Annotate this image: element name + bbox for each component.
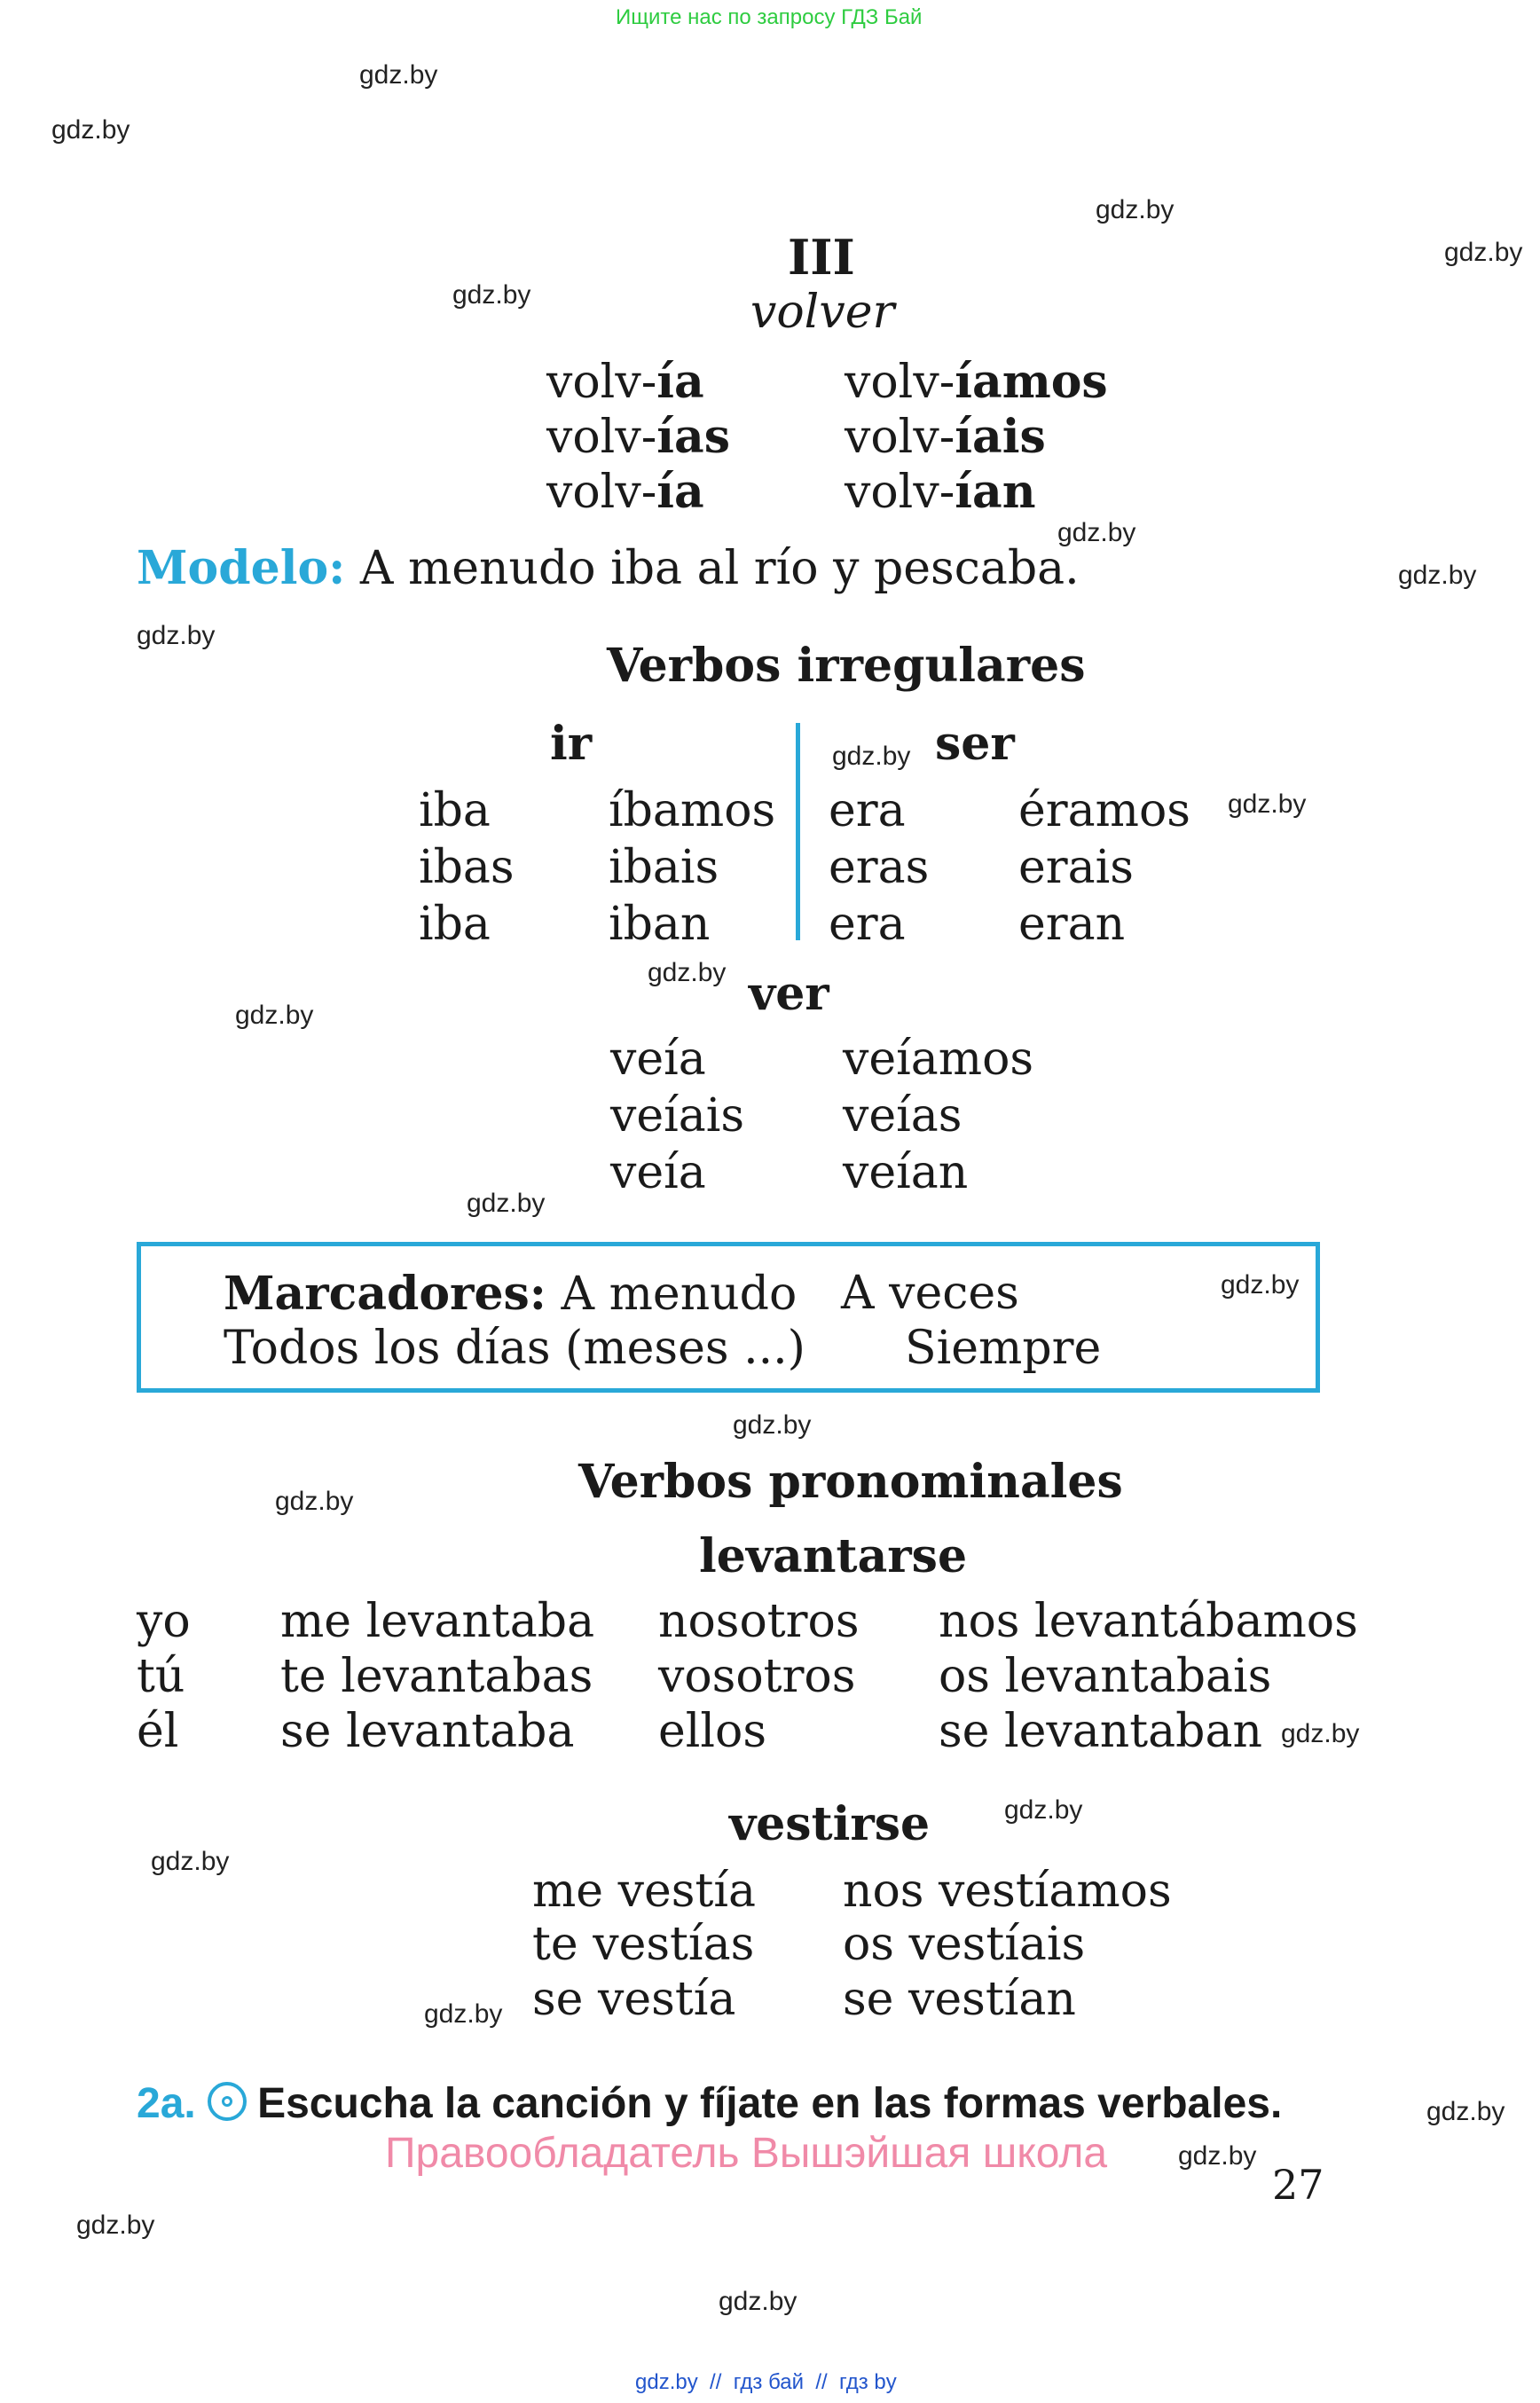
section-title: Verbos irregulares bbox=[607, 639, 1086, 693]
conjugation-form: volv-ía bbox=[546, 465, 704, 519]
watermark: gdz.by bbox=[137, 621, 216, 650]
watermark: gdz.by bbox=[467, 1189, 546, 1218]
conjugation-form: veía bbox=[610, 1146, 706, 1199]
watermark: gdz.by bbox=[1178, 2141, 1257, 2171]
conjugation-form: ibais bbox=[609, 841, 719, 894]
conjugation-form: me vestía bbox=[532, 1865, 756, 1918]
verb-heading-vestirse: vestirse bbox=[729, 1797, 931, 1851]
conjugation-form: íbamos bbox=[609, 784, 776, 837]
watermark: gdz.by bbox=[1004, 1795, 1083, 1825]
marcador-item: Todos los días (meses ...) bbox=[224, 1322, 805, 1375]
conjugation-form: os levantabais bbox=[939, 1650, 1272, 1703]
watermark: gdz.by bbox=[719, 2287, 798, 2316]
conjugation-form: os vestíais bbox=[843, 1918, 1086, 1971]
conjugation-form: erais bbox=[1018, 841, 1134, 894]
verb-heading-ir: ir bbox=[550, 717, 593, 771]
conjugation-form: veíamos bbox=[843, 1033, 1034, 1086]
conjugation-form: nos vestíamos bbox=[843, 1865, 1172, 1918]
cd-audio-icon[interactable] bbox=[208, 2082, 247, 2121]
watermark: gdz.by bbox=[1057, 518, 1136, 547]
conjugation-form: iban bbox=[609, 898, 711, 951]
verb-infinitive: volver bbox=[750, 286, 895, 339]
conjugation-form: veía bbox=[610, 1033, 706, 1086]
conjugation-form: veíais bbox=[610, 1089, 745, 1143]
pronoun: yo bbox=[137, 1595, 191, 1648]
conjugation-form: volv-ías bbox=[546, 410, 730, 464]
conjugation-group-number: III bbox=[788, 229, 855, 286]
conjugation-form: se vestían bbox=[843, 1973, 1076, 2026]
watermark: gdz.by bbox=[1221, 1270, 1300, 1300]
conjugation-form: iba bbox=[419, 898, 491, 951]
conjugation-form: volv-íamos bbox=[845, 355, 1108, 409]
watermark: gdz.by bbox=[235, 1001, 314, 1030]
watermark: gdz.by bbox=[452, 280, 531, 310]
pronoun: tú bbox=[137, 1650, 185, 1703]
exercise-number: 2a. bbox=[137, 2080, 196, 2127]
marcadores-line: Marcadores: A menudo bbox=[224, 1267, 798, 1321]
watermark: gdz.by bbox=[1228, 789, 1307, 819]
footer-links[interactable]: gdz.by // гдз бай // гдз by bbox=[635, 2370, 897, 2394]
watermark: gdz.by bbox=[1444, 238, 1523, 267]
watermark: gdz.by bbox=[424, 1999, 503, 2029]
conjugation-form: se levantaba bbox=[280, 1705, 575, 1758]
watermark: gdz.by bbox=[1426, 2097, 1505, 2126]
conjugation-form: eran bbox=[1018, 898, 1126, 951]
pronoun: vosotros bbox=[658, 1650, 856, 1703]
conjugation-form: era bbox=[829, 784, 906, 837]
verb-heading-ver: ver bbox=[749, 967, 829, 1021]
conjugation-form: me levantaba bbox=[280, 1595, 595, 1648]
marcador-item: A veces bbox=[841, 1267, 1019, 1320]
verb-heading-ser: ser bbox=[935, 717, 1015, 771]
page-number: 27 bbox=[1272, 2161, 1324, 2209]
watermark: gdz.by bbox=[1096, 195, 1175, 224]
conjugation-form: volv-ían bbox=[845, 465, 1036, 519]
watermark: gdz.by bbox=[151, 1847, 230, 1876]
copyright-notice: Правообладатель Вышэйшая школа bbox=[385, 2130, 1108, 2177]
watermark: gdz.by bbox=[76, 2211, 155, 2240]
conjugation-form: te vestías bbox=[532, 1918, 755, 1971]
conjugation-form: se levantaban bbox=[939, 1705, 1262, 1758]
conjugation-form: nos levantábamos bbox=[939, 1595, 1358, 1648]
conjugation-form: iba bbox=[419, 784, 491, 837]
watermark: gdz.by bbox=[51, 115, 130, 145]
conjugation-form: volv-íais bbox=[845, 410, 1046, 464]
column-divider bbox=[796, 723, 800, 940]
exercise-instruction bbox=[137, 2079, 1282, 2128]
pronoun: él bbox=[137, 1705, 179, 1758]
marcador-item: Siempre bbox=[905, 1322, 1102, 1375]
conjugation-form: te levantabas bbox=[280, 1650, 593, 1703]
watermark: gdz.by bbox=[832, 742, 911, 771]
pronoun: nosotros bbox=[658, 1595, 860, 1648]
conjugation-form: eras bbox=[829, 841, 930, 894]
verb-heading-levantarse: levantarse bbox=[699, 1529, 968, 1583]
conjugation-form: veían bbox=[843, 1146, 969, 1199]
section-title: Verbos pronominales bbox=[578, 1455, 1123, 1509]
watermark: gdz.by bbox=[275, 1487, 354, 1516]
watermark: gdz.by bbox=[1398, 561, 1477, 590]
modelo-sentence: Modelo: A menudo iba al río y pescaba. bbox=[137, 541, 1080, 595]
watermark: gdz.by bbox=[648, 958, 727, 987]
watermark: gdz.by bbox=[733, 1410, 812, 1440]
conjugation-form: ibas bbox=[419, 841, 515, 894]
conjugation-form: veías bbox=[843, 1089, 962, 1143]
conjugation-form: volv-ía bbox=[546, 355, 704, 409]
exercise-text: Escucha la canción y fíjate en las formas verbales. bbox=[257, 2080, 1283, 2127]
top-banner: Ищите нас по запросу ГДЗ Бай bbox=[616, 5, 923, 29]
watermark: gdz.by bbox=[359, 60, 438, 90]
conjugation-form: se vestía bbox=[532, 1973, 736, 2026]
conjugation-form: éramos bbox=[1018, 784, 1190, 837]
watermark: gdz.by bbox=[1281, 1719, 1360, 1748]
conjugation-form: era bbox=[829, 898, 906, 951]
pronoun: ellos bbox=[658, 1705, 767, 1758]
